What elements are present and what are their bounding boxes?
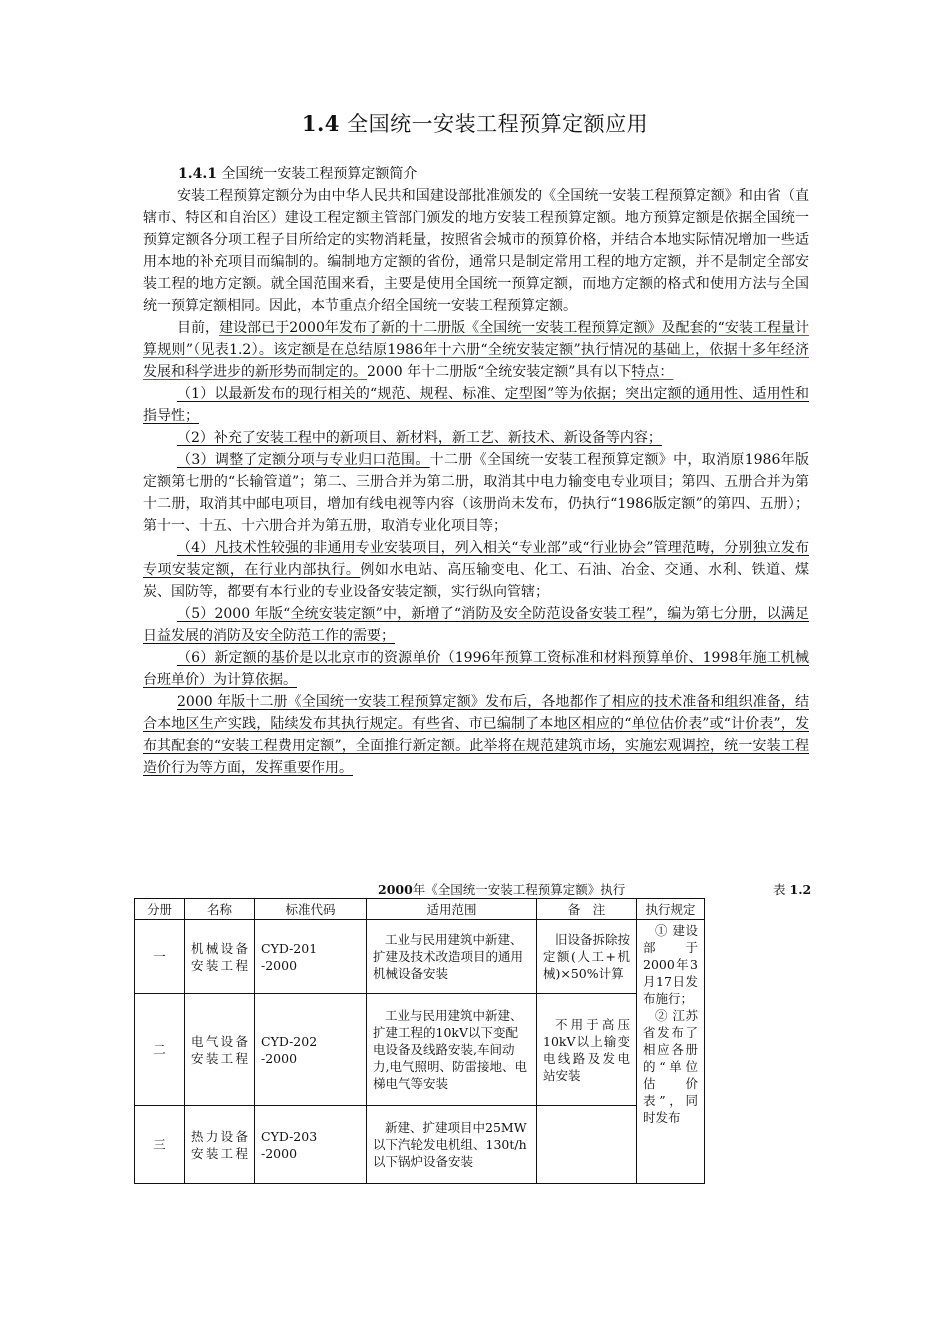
table-row: 一 机械设备安装工程 CYD-201 -2000 工业与民用建筑中新建、扩建及技术改造项目的通用机械设备安装 旧设备拆除按定额(人工+机械)×50%计算 ① 建设部于2000年3月17日发布施行； ② 江苏省发布了相应各册的“单位估价表”，同时发布: [135, 920, 705, 994]
paragraph-intro: 安装工程预算定额分为由中华人民共和国建设部批准颁发的《全国统一安装工程预算定额》和由省（直辖市、特区和自治区）建设工程定额主管部门颁发的地方安装工程预算定额。地方预算定额是依据全国统一预算定额各分项工程子目所给定的实物消耗量，按照省会城市的预算价格，并结合本地实际情况增加一些适用本地的补充项目而编制的。编制地方定额的省份，通常只是制定常用工程的地方定额，并不是制定全部安装工程的地方定额。就全国范围来看，主要是使用全国统一预算定额，而地方定额的格式和使用方法与全国统一预算定额相同。因此，本节重点介绍全国统一安装工程预算定额。: [143, 188, 809, 314]
table-row: 二 电气设备安装工程 CYD-202 -2000 工业与民用建筑中新建、扩建工程的10kV以下变配电设备及线路安装,车间动力,电气照明、防雷接地、电梯电气等安装 不用于高压10kV以上输变电线路及发电站安装: [135, 994, 705, 1106]
execution-rule-cell: ① 建设部于2000年3月17日发布施行； ② 江苏省发布了相应各册的“单位估价表”，同时发布: [637, 920, 705, 1184]
title-text: 全国统一安装工程预算定额应用: [347, 112, 649, 136]
paragraph-conclusion: 2000 年版十二册《全国统一安装工程预算定额》发布后，各地都作了相应的技术准备和组织准备，结合本地区生产实践，陆续发布其执行规定。有些省、市已编制了本地区相应的“单位估价表”或“计价表”，发布其配套的“安装工程费用定额”，全面推行新定额。此举将在规范建筑市场，实施宏观调控，统一安装工程造价行为等方面，发挥重要作用。: [143, 694, 809, 776]
table-row: 三 热力设备安装工程 CYD-203 -2000 新建、扩建项目中25MW以下汽轮发电机组、130t/h以下锅炉设备安装: [135, 1106, 705, 1184]
body-text: [143, 185, 809, 779]
feature-4: （4）凡技术性较强的非通用专业安装项目，列入相关“专业部”或“行业协会”管理范畴，分别独立发布专项安装定额，在行业内部执行。例如水电站、高压输变电、化工、石油、冶金、交通、水利、铁道、煤炭、国防等，都要有本行业的专业设备安装定额，实行纵向管辖；: [143, 540, 810, 600]
feature-6: （6）新定额的基价是以北京市的资源单价（1996年预算工资标准和材料预算单价、1998年施工机械台班单价）为计算依据。: [143, 650, 809, 688]
header-note: 备 注: [537, 899, 637, 920]
header-name: 名称: [185, 899, 255, 920]
header-rule: 执行规定: [637, 899, 705, 920]
feature-3: （3）调整了定额分项与专业归口范围。十二册《全国统一安装工程预算定额》中，取消原1986年版定额第七册的“长输管道”；第二、三册合并为第二册，取消其中电力输变电专业项目；第四、五册合并为第十二册，取消其中邮电项目，增加有线电视等内容（该册尚未发布，仍执行“1986版定额”的第四、五册）；第十一、十五、十六册合并为第五册，取消专业化项目等；: [143, 452, 809, 534]
feature-2: （2）补充了安装工程中的新项目、新材料，新工艺、新技术、新设备等内容；: [177, 430, 662, 446]
table-header-row: [135, 899, 705, 920]
feature-1: （1）以最新发布的现行相关的“规范、规程、标准、定型图”等为依据；突出定额的通用性、适用性和指导性；: [143, 386, 809, 424]
table-caption: 2000年《全国统一安装工程预算定额》执行: [378, 882, 626, 897]
page-title: [0, 108, 950, 138]
feature-5: （5）2000 年版“全统安装定额”中，新增了“消防及安全防范设备安装工程”，编为第七分册，以满足日益发展的消防及安全防范工作的需要；: [143, 606, 809, 644]
section-number: 1.4.1: [178, 166, 217, 182]
header-code: 标准代码: [255, 899, 367, 920]
quota-table: [134, 898, 705, 1184]
red-underlined-text: 建设部已于2000年发布了新的十二册版《全国统一安装工程预算定额》及配套的“安装工程量计算规则”（见表1.2）。该定额是在总结原1986年十六册“全统安装定额”执行情况的基础上，依据十多年经济发展和科学进步的新形势而制定的。: [143, 320, 809, 380]
paragraph-current: 目前，建设部已于2000年发布了新的十二册版《全国统一安装工程预算定额》及配套的“安装工程量计算规则”（见表1.2）。该定额是在总结原1986年十六册“全统安装定额”执行情况的基础上，依据十多年经济发展和科学进步的新形势而制定的。2000 年十二册版“全统安装定额”具有以下特点：: [143, 320, 809, 380]
section-heading: [178, 163, 417, 183]
section-text: 全国统一安装工程预算定额简介: [221, 166, 418, 182]
header-scope: 适用范围: [367, 899, 537, 920]
table-number: 表 1.2: [773, 882, 812, 897]
title-number: 1.4: [301, 111, 340, 136]
header-volume: 分册: [135, 899, 185, 920]
